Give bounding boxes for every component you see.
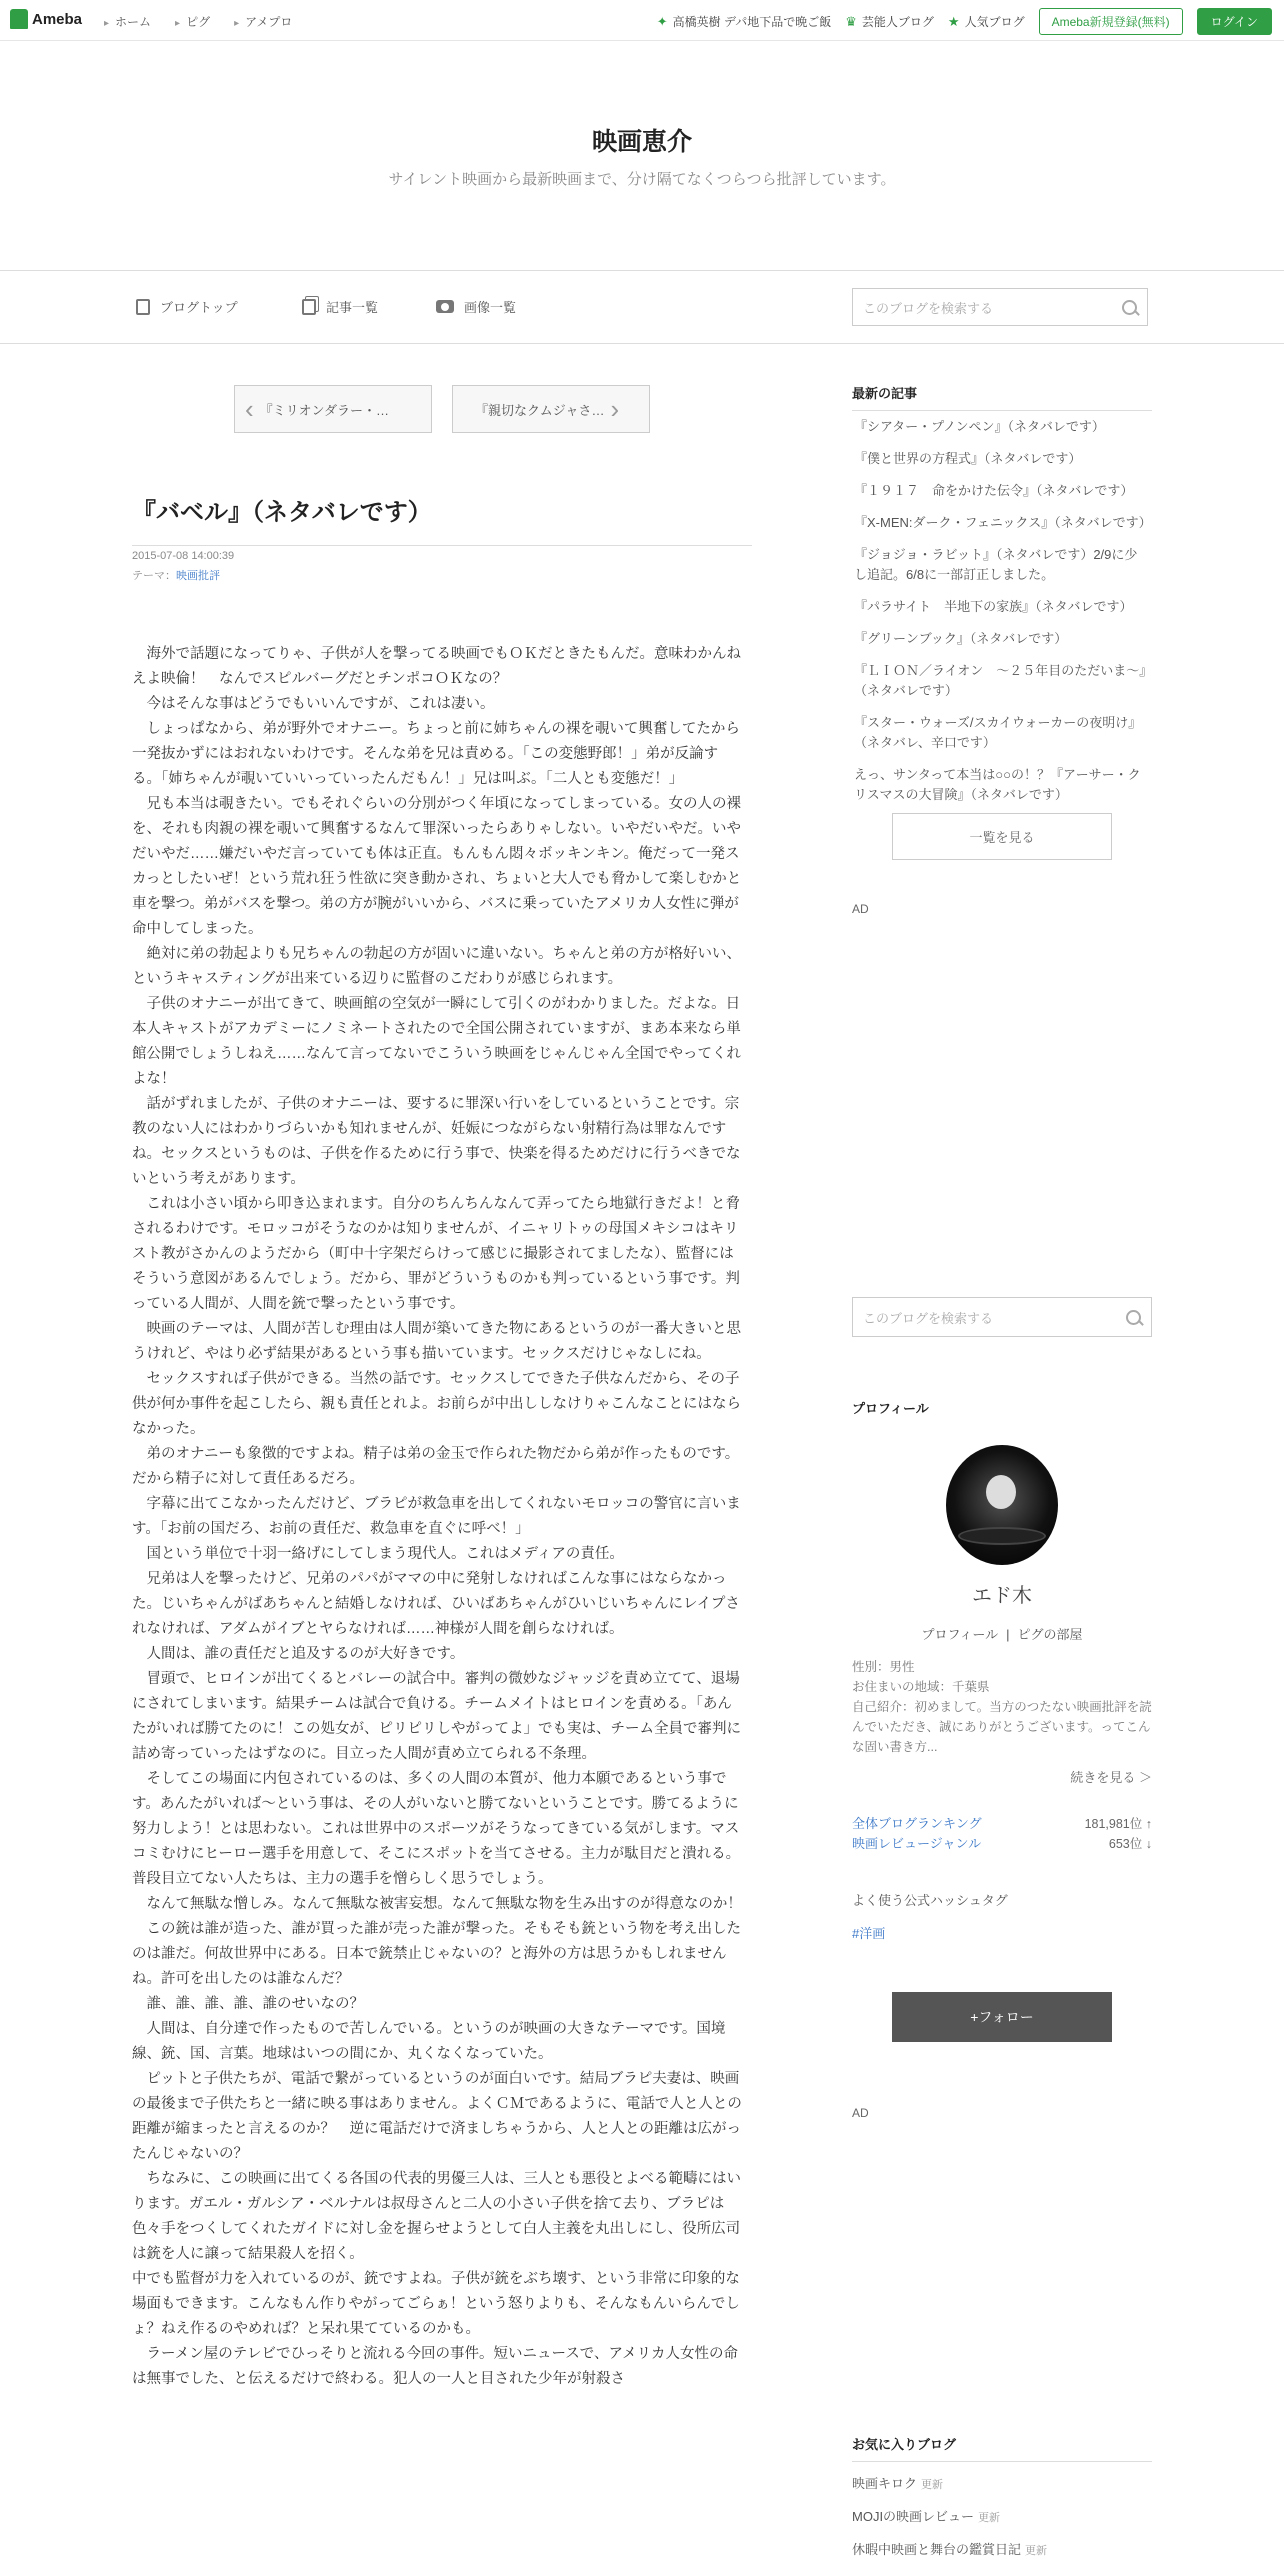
ameba-logo-text: Ameba [32,10,83,28]
paragraph: 話がずれましたが、子供のオナニーは、要するに罪深い行いをしているということです。宗教のない人にはわかりづらいかも知れませんが、妊娠につながらない射精行為は罪なんですね。セックスというものは、子供を作るために行う事で、快楽を得るためだけに行うべきでないという考えがあります。 [132,1096,741,1187]
latest-item[interactable]: えっ、サンタって本当は○○の！？『アーサー・クリスマスの大冒険』（ネタバレです） [854,767,1141,802]
prev-article-button[interactable] [234,385,432,433]
ad-label: AD [852,902,869,916]
paragraph: 海外で話題になってりゃ、子供が人を撃ってる映画でもＯＫだときたもんだ。意味わかんねえよ映倫！ なんでスピルバーグだとチンポコＯＫなの？ [132,646,741,687]
latest-item[interactable]: 『グリーンブック』（ネタバレです） [854,631,1068,646]
ranking [852,1814,1152,1854]
latest-item[interactable]: 『スター・ウォーズ/スカイウォーカーの夜明け』（ネタバレ、辛口です） [854,715,1142,750]
nav-blog-top-label: ブログトップ [160,300,238,315]
profile-heading: プロフィール [852,1401,929,1416]
hashtag-heading: よく使う公式ハッシュタグ [852,1893,1008,1908]
rank-overall-link[interactable]: 全体ブログランキング [852,1816,982,1831]
camera-icon [436,300,454,313]
hashtag-link[interactable]: #洋画 [852,1926,886,1941]
nav-pigg-link[interactable]: ▸ ピグ [175,13,210,30]
paragraph: しょっぱなから、弟が野外でオナニー。ちょっと前に姉ちゃんの裸を覗いて興奮してたから一発抜かずにはおれないわけです。そんな弟を兄は責める。「この変態野郎！」弟が反論する。「姉ちゃんが覗いていいっていったんだもん！」兄は叫ぶ。「二人とも変態だ！」 [132,721,740,787]
favorite-name: 休暇中映画と舞台の鑑賞日記 [852,2542,1022,2557]
rank-genre-link[interactable]: 映画レビュージャンル [852,1836,982,1851]
paragraph: 弟のオナニーも象徴的ですよね。精子は弟の金玉で作られた物だから弟が作ったものです。だから精子に対して責任あるだろ。 [132,1446,740,1487]
profile-info [852,1657,1152,1757]
nav-article-list-label: 記事一覧 [326,300,379,315]
profile-intro: 自己紹介：初めまして。当方のつたない映画批評を読んでいただき、誠にありがとうございます。ってこんな固い書き方... [852,1700,1152,1754]
latest-item[interactable]: 『シアター・プノンペン』（ネタバレです） [854,419,1105,434]
latest-item[interactable]: 『ジョジョ・ラビット』（ネタバレです）2/9に少し追記。6/8に一部訂正しました。 [854,547,1138,582]
updated-badge: 更新 [978,2512,1001,2524]
nav-article-list[interactable] [302,297,378,316]
rank-genre [852,1834,1152,1854]
profile-name[interactable]: エド木 [972,1585,1032,1607]
search-placeholder: このブログを検索する [863,300,994,316]
nav-home-link[interactable]: ▸ ホーム [104,13,151,30]
celebrity-blog-label: 芸能人ブログ [861,15,934,29]
updated-badge: 更新 [921,2479,944,2491]
next-article-label: 『親切なクムジャさ… [475,402,605,418]
article-meta [132,546,234,586]
star-icon: ✦ [656,13,668,29]
latest-item[interactable]: 『僕と世界の方程式』（ネタバレです） [854,451,1082,466]
latest-item[interactable]: 『パラサイト 半地下の家族』（ネタバレです） [854,599,1133,614]
paragraph: これは小さい頃から叩き込まれます。自分のちんちんなんて弄ってたら地獄行きだよ！と脅されるわけです。モロッコがそうなのかは知りませんが、イニャリトゥの母国メキシコはキリスト教がさかんのようだから（町中十字架だらけって感じに撮影されてましたな）、監督にはそういう意図があるんでしょう。だから、罪がどういうものかも判っているという事です。判っている人間が、人間を銃で撃ったという事です。 [132,1196,740,1312]
paragraph: なんて無駄な憎しみ。なんて無駄な被害妄想。なんて無駄な物を生み出すのが得意なのか！ [146,1896,742,1912]
paragraph: ちなみに、この映画に出てくる各国の代表的男優三人は、三人とも悪役とよべる範疇にはいります。ガエル・ガルシア・ベルナルは叔母さんと二人の小さい子供を捨て去り、ブラピは色々手をつくしてくれたガイドに対し金を握らせようとして白人主義を丸出しにし、役所広司は銃を人に譲って結果殺人を招く。 [132,2171,741,2262]
paragraph: ピットと子供たちが、電話で繋がっているというのが面白いです。結局ブラピ夫妻は、映画の最後まで子供たちと一緒に映る事はありません。よくＣＭであるように、電話で人と人との距離が縮まったと言えるのか？ 逆に電話だけで済ましちゃうから、人と人との距離は広がったんじゃないの？ [132,2071,742,2162]
follow-button[interactable]: +フォロー [892,1992,1112,2042]
celebrity-blog-link[interactable] [845,13,934,30]
sidebar-search-placeholder: このブログを検索する [863,1310,994,1326]
profile-gender: 性別：男性 [852,1660,915,1674]
favorite-blogs [852,2434,1152,2567]
paragraph: 国という単位で十羽一絡げにしてしまう現代人。これはメディアの責任。 [146,1546,624,1562]
featured-blog-label: 高橋英樹 デパ地下品で晩ご飯 [672,15,832,29]
header-right [657,8,1272,35]
paragraph: 映画のテーマは、人間が苦しむ理由は人間が築いてきた物にあるというのが一番大きいと思うけれど、やはり必ず結果があるという事も描いています。セックスだけじゃなしにね。 [132,1321,741,1362]
register-button[interactable]: Ameba新規登録(無料) [1039,8,1183,35]
blog-description: サイレント映画から最新映画まで、分け隔てなくつらつら批評しています。 [388,171,896,188]
favorites-heading: お気に入りブログ [852,2434,1152,2462]
crown-icon: ♛ [845,13,857,29]
latest-item[interactable]: 『１９１７ 命をかけた伝令』（ネタバレです） [854,483,1134,498]
popular-blog-label: 人気ブログ [964,15,1025,29]
theme-label: テーマ： [132,570,176,582]
login-button[interactable]: ログイン [1197,8,1272,35]
profile-section [852,1398,1152,2120]
sidebar-search-input[interactable] [852,1297,1152,1337]
featured-blog-link[interactable] [657,13,832,30]
paragraph: 兄弟は人を撃ったけど、兄弟のパパがママの中に発射しなければこんな事にはならなかった。じいちゃんがばあちゃんと結婚しなければ、ひいばあちゃんがひいじいちゃんにレイプされなければ、アダムがイブとヤらなければ……神様が人間を創らなければ。 [132,1571,740,1637]
paragraph: ラーメン屋のテレビでひっそりと流れる今回の事件。短いニュースで、アメリカ人女性の命は無事でした、と伝えるだけで終わる。犯人の一人と目された少年が射殺さ [132,2346,738,2387]
chevron-right-icon: › [610,394,620,424]
blog-search-input[interactable] [852,288,1148,326]
prev-article-label: 『ミリオンダラー・… [259,402,390,418]
paragraph: 絶対に弟の勃起よりも兄ちゃんの勃起の方が固いに違いない。ちゃんと弟の方が格好いい、というキャスティングが出来ている辺りに監督のこだわりが感じられます。 [132,946,741,987]
nav-amepro-link[interactable]: ▸ アメプロ [234,13,292,30]
search-icon[interactable] [1126,1310,1141,1325]
profile-link[interactable]: プロフィール [921,1627,999,1642]
favorite-name: MOJIの映画レビュー [852,2509,975,2524]
ad-label: AD [852,2106,869,2120]
pigg-room-link[interactable]: ピグの部屋 [1017,1627,1083,1642]
rank-overall [852,1814,1152,1834]
paragraph: 誰、誰、誰、誰、誰のせいなの？ [146,1996,364,2012]
profile-links: プロフィール | ピグの部屋 [921,1627,1083,1642]
paragraph: そしてこの場面に内包されているのは、多くの人間の本質が、他力本願であるという事です。あんたがいれば～という事は、その人がいないと勝てないということです。勝てるように努力しよう！とは思わない。これは世界中のスポーツがそうなってきている気がします。マスコミむけにヒーロー選手を用意して、そこにスポットを当てさせる。主力が駄目だと潰れる。普段目立てない人たちは、主力の選手を憎らしく思うでしょう。 [132,1771,741,1887]
latest-item[interactable]: 『X-MEN:ダーク・フェニックス』（ネタバレです） [854,515,1152,530]
latest-articles [852,383,1152,916]
copy-icon [302,299,316,315]
favorite-name: 映画キロク [852,2476,918,2491]
article-date: 2015-07-08 14:00:39 [132,550,235,562]
favorite-item[interactable] [852,2468,1152,2501]
updated-badge: 更新 [1025,2545,1048,2557]
theme-link[interactable]: 映画批評 [176,570,220,582]
popular-blog-link[interactable] [948,13,1025,30]
article-body [132,642,742,2392]
view-all-button[interactable]: 一覧を見る [892,813,1112,860]
rank-genre-value: 653位 ↓ [1108,1837,1152,1851]
latest-item[interactable]: 『ＬＩＯＮ／ライオン ～２５年目のただいま～』（ネタバレです） [854,663,1146,698]
paragraph: 人間は、自分達で作ったもので苦しんでいる。というのが映画の大きなテーマです。国境線、銃、国、言葉。地球はいつの間にか、丸くなくなっていた。 [132,2021,726,2062]
ameba-logo-icon [10,9,28,29]
favorite-item[interactable] [852,2534,1152,2567]
nav-image-list[interactable] [436,297,516,316]
paragraph: 冒頭で、ヒロインが出てくるとバレーの試合中。審判の微妙なジャッジを責め立てて、退場にされてしまいます。結果チームは試合で負ける。チームメイトはヒロインを責める。「あんたがいれば勝てたのに！この処女が、ピリピリしやがってよ」でも実は、チーム全員で審判に詰め寄っていったはずなのに。目立った人間が責め立てられる不条理。 [132,1671,741,1762]
article-theme [132,566,234,586]
paragraph: 子供のオナニーが出てきて、映画館の空気が一瞬にして引くのがわかりました。だよな。日本人キャストがアカデミーにノミネートされたので全国公開されていますが、まあ本来なら単館公開でしょうしねえ……なんて言ってないでこういう映画をじゃんじゃん全国でやってくれよな！ [132,996,741,1087]
nav-blog-top[interactable] [136,297,238,316]
star-icon: ★ [947,13,960,29]
search-icon[interactable] [1122,300,1137,315]
latest-list [852,411,1152,811]
global-nav [104,13,292,30]
profile-residence: お住まいの地域：千葉県 [852,1680,990,1694]
ameba-logo[interactable] [10,9,82,29]
paragraph: 人間は、誰の責任だと追及するのが大好きです。 [146,1646,465,1662]
blog-title[interactable]: 映画恵介 [591,128,692,156]
document-icon [136,299,150,315]
latest-heading: 最新の記事 [852,383,1152,411]
next-article-button[interactable] [452,385,650,433]
paragraph: 兄も本当は覗きたい。でもそれぐらいの分別がつく年頃になってしまっている。女の人の裸を、それも肉親の裸を覗いて興奮するなんて罪深いったらありゃしない。いやだいやだ。いやだいやだ……嫌だいやだ言っていても体は正直。もんもん悶々ボッキンキン。俺だって一発スカっとしたいぜ！という荒れ狂う性欲に突き動かされ、ちょいと大人でも脅かして楽しむかと車を撃つ。弟がバスを撃つ。弟の方が腕がいいから、バスに乗っていたアメリカ人女性に弾が命中してしまった。 [132,796,742,937]
rank-overall-value: 181,981位 ↑ [1084,1817,1152,1831]
paragraph: この銃は誰が造った、誰が買った誰が売った誰が撃った。そもそも銃という物を考え出したのは誰だ。何故世界中にある。日本で銃禁止じゃないの？と海外の方は思うかもしれませんね。許可を出したのは誰なんだ？ [132,1921,741,1987]
continue-reading-link[interactable]: 続きを見る ＞ [1070,1770,1152,1785]
paragraph: 今はそんな事はどうでもいいんですが、これは凄い。 [146,696,495,712]
avatar[interactable] [946,1445,1058,1565]
nav-image-list-label: 画像一覧 [464,300,517,315]
blog-navbar [0,270,1284,344]
chevron-left-icon: ‹ [245,394,254,424]
favorites-list [852,2468,1152,2567]
favorite-item[interactable] [852,2501,1152,2534]
global-header [0,0,1284,41]
paragraph: 中でも監督が力を入れているのが、銃ですよね。子供が銃をぶち壊す、という非常に印象的な場面もできます。こんなもん作りやがってごらぁ！という怒りよりも、そんなもんいらんでしょ？ねえ作るのやめれば？と呆れ果てているのかも。 [132,2271,740,2337]
paragraph: 字幕に出てこなかったんだけど、ブラピが救急車を出してくれないモロッコの警官に言います。「お前の国だろ、お前の責任だ、救急車を直ぐに呼べ！」 [132,1496,741,1537]
article-title[interactable]: 『バベル』（ネタバレです） [132,492,752,546]
paragraph: セックスすれば子供ができる。当然の話です。セックスしてできた子供なんだから、その子供が何か事件を起こしたら、親も責任とれよ。お前らが中出ししなけりゃこんなことにはならなかった。 [132,1371,741,1437]
